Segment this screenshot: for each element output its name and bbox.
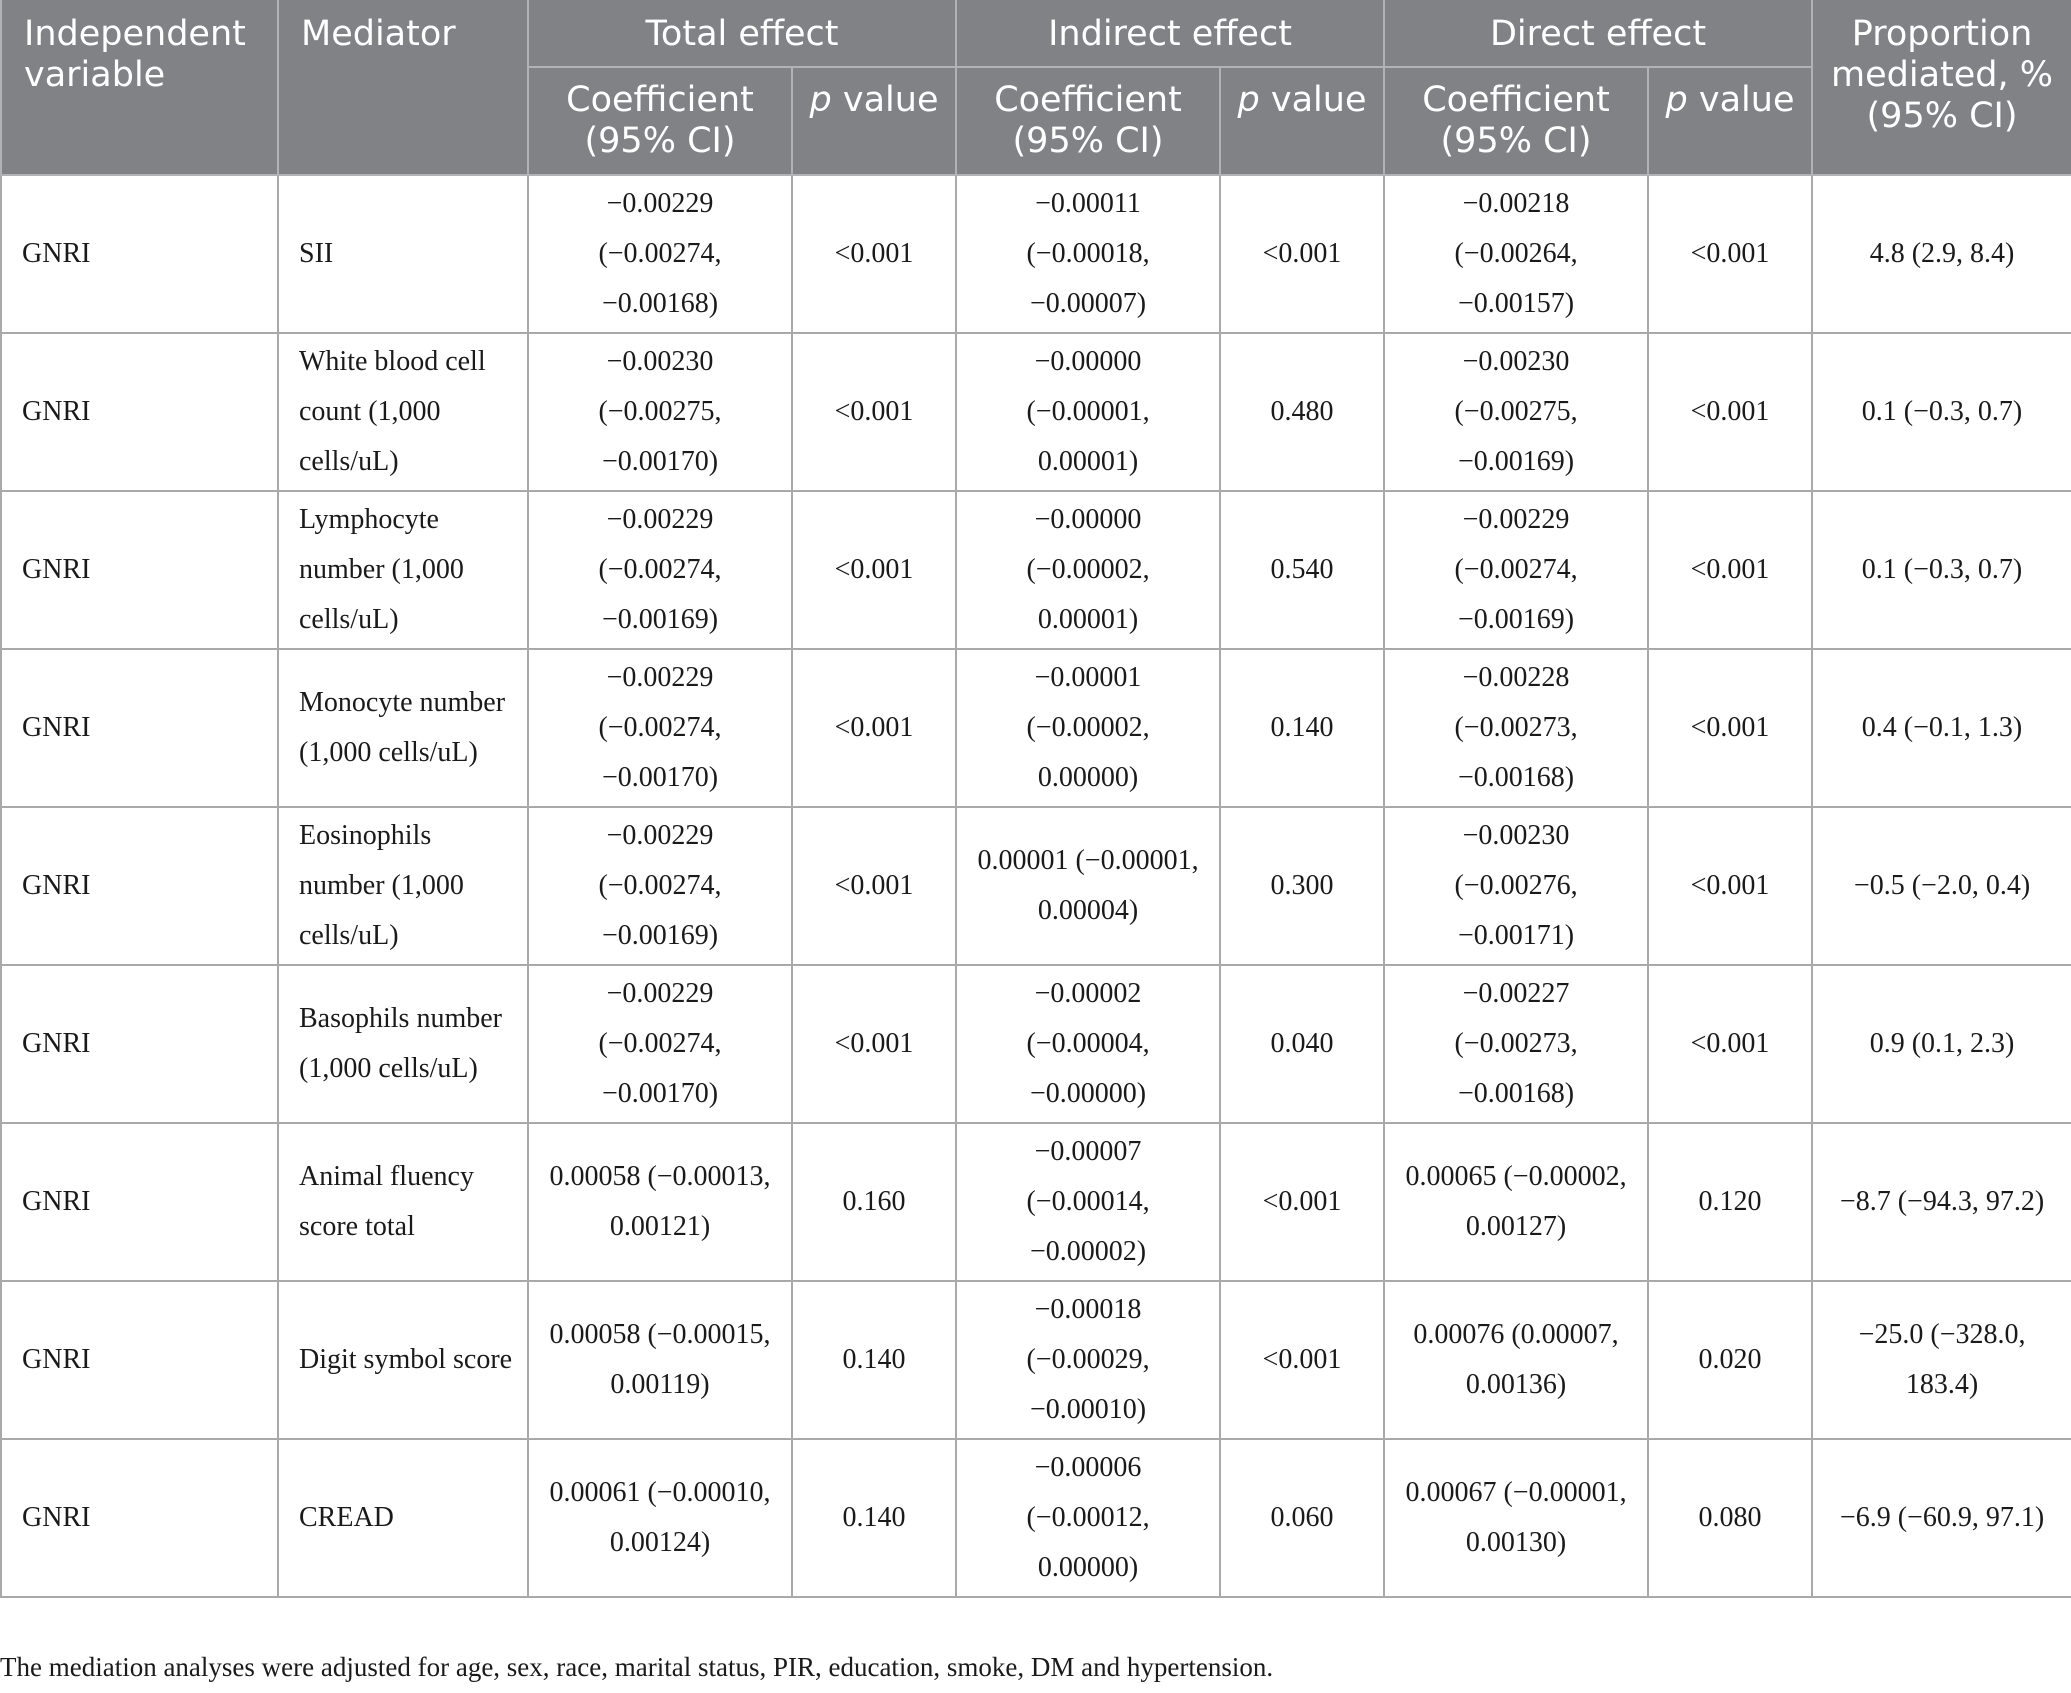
cell-independent-variable: GNRI: [1, 491, 278, 649]
cell-direct-coefficient: −0.00230 (−0.00276, −0.00171): [1384, 807, 1648, 965]
cell-total-p: <0.001: [792, 649, 956, 807]
cell-total-p: <0.001: [792, 175, 956, 333]
cell-indirect-p: 0.060: [1220, 1439, 1384, 1597]
table-row: [1, 333, 2071, 491]
cell-indirect-coefficient: −0.00007 (−0.00014, −0.00002): [956, 1123, 1220, 1281]
table-body: [1, 175, 2071, 1597]
cell-mediator: CREAD: [278, 1439, 528, 1597]
cell-direct-p: 0.120: [1648, 1123, 1812, 1281]
table-row: [1, 649, 2071, 807]
table-header: [1, 0, 2071, 175]
cell-proportion-mediated: 0.9 (0.1, 2.3): [1812, 965, 2071, 1123]
cell-total-coefficient: −0.00229 (−0.00274, −0.00168): [528, 175, 792, 333]
cell-mediator: Digit symbol score: [278, 1281, 528, 1439]
cell-total-coefficient: 0.00061 (−0.00010, 0.00124): [528, 1439, 792, 1597]
cell-direct-coefficient: −0.00218 (−0.00264, −0.00157): [1384, 175, 1648, 333]
cell-direct-coefficient: 0.00065 (−0.00002, 0.00127): [1384, 1123, 1648, 1281]
header-indirect-effect: Indirect effect: [956, 0, 1384, 67]
cell-total-coefficient: −0.00229 (−0.00274, −0.00169): [528, 807, 792, 965]
cell-independent-variable: GNRI: [1, 175, 278, 333]
p-italic: p: [1665, 80, 1688, 120]
cell-indirect-p: 0.040: [1220, 965, 1384, 1123]
cell-indirect-p: 0.140: [1220, 649, 1384, 807]
table-row: [1, 1281, 2071, 1439]
cell-total-coefficient: 0.00058 (−0.00015, 0.00119): [528, 1281, 792, 1439]
header-direct-effect: Direct effect: [1384, 0, 1812, 67]
cell-total-p: <0.001: [792, 491, 956, 649]
cell-direct-p: <0.001: [1648, 175, 1812, 333]
cell-mediator: Lymphocyte number (1,000 cells/uL): [278, 491, 528, 649]
cell-independent-variable: GNRI: [1, 1123, 278, 1281]
cell-total-coefficient: −0.00230 (−0.00275, −0.00170): [528, 333, 792, 491]
cell-independent-variable: GNRI: [1, 649, 278, 807]
cell-proportion-mediated: 0.4 (−0.1, 1.3): [1812, 649, 2071, 807]
cell-indirect-p: <0.001: [1220, 1281, 1384, 1439]
p-value-suffix: value: [831, 80, 939, 120]
header-independent-variable: Independent variable: [1, 0, 278, 175]
cell-proportion-mediated: 0.1 (−0.3, 0.7): [1812, 333, 2071, 491]
cell-proportion-mediated: −8.7 (−94.3, 97.2): [1812, 1123, 2071, 1281]
cell-indirect-coefficient: −0.00002 (−0.00004, −0.00000): [956, 965, 1220, 1123]
cell-direct-p: <0.001: [1648, 333, 1812, 491]
cell-indirect-coefficient: −0.00006 (−0.00012, 0.00000): [956, 1439, 1220, 1597]
cell-mediator: Animal fluency score total: [278, 1123, 528, 1281]
cell-mediator: White blood cell count (1,000 cells/uL): [278, 333, 528, 491]
cell-indirect-coefficient: −0.00000 (−0.00002, 0.00001): [956, 491, 1220, 649]
cell-direct-coefficient: 0.00067 (−0.00001, 0.00130): [1384, 1439, 1648, 1597]
cell-proportion-mediated: −6.9 (−60.9, 97.1): [1812, 1439, 2071, 1597]
cell-indirect-p: <0.001: [1220, 175, 1384, 333]
header-direct-coefficient: Coefficient (95% CI): [1384, 67, 1648, 175]
cell-indirect-p: 0.540: [1220, 491, 1384, 649]
p-value-suffix: value: [1687, 80, 1795, 120]
cell-direct-coefficient: 0.00076 (0.00007, 0.00136): [1384, 1281, 1648, 1439]
cell-total-p: 0.160: [792, 1123, 956, 1281]
header-total-effect: Total effect: [528, 0, 956, 67]
cell-total-p: <0.001: [792, 333, 956, 491]
table-row: [1, 1123, 2071, 1281]
cell-independent-variable: GNRI: [1, 965, 278, 1123]
cell-proportion-mediated: 0.1 (−0.3, 0.7): [1812, 491, 2071, 649]
header-proportion-mediated: Proportion mediated, % (95% CI): [1812, 0, 2071, 175]
cell-direct-coefficient: −0.00229 (−0.00274, −0.00169): [1384, 491, 1648, 649]
cell-direct-coefficient: −0.00230 (−0.00275, −0.00169): [1384, 333, 1648, 491]
header-total-p-value: [792, 67, 956, 175]
header-mediator: Mediator: [278, 0, 528, 175]
table-row: [1, 807, 2071, 965]
table-row: [1, 491, 2071, 649]
cell-total-coefficient: −0.00229 (−0.00274, −0.00169): [528, 491, 792, 649]
cell-mediator: Eosinophils number (1,000 cells/uL): [278, 807, 528, 965]
table-footnote: The mediation analyses were adjusted for age, sex, race, marital status, PIR, education, smoke, DM and hypertension.: [0, 1652, 1274, 1682]
cell-direct-p: <0.001: [1648, 965, 1812, 1123]
cell-direct-p: <0.001: [1648, 649, 1812, 807]
cell-mediator: Basophils number (1,000 cells/uL): [278, 965, 528, 1123]
p-italic: p: [809, 80, 832, 120]
header-total-coefficient: Coefficient (95% CI): [528, 67, 792, 175]
cell-direct-p: <0.001: [1648, 491, 1812, 649]
header-indirect-p-value: [1220, 67, 1384, 175]
cell-independent-variable: GNRI: [1, 1281, 278, 1439]
cell-direct-p: <0.001: [1648, 807, 1812, 965]
cell-total-p: <0.001: [792, 807, 956, 965]
cell-indirect-coefficient: 0.00001 (−0.00001, 0.00004): [956, 807, 1220, 965]
cell-independent-variable: GNRI: [1, 333, 278, 491]
cell-independent-variable: GNRI: [1, 1439, 278, 1597]
cell-total-coefficient: −0.00229 (−0.00274, −0.00170): [528, 965, 792, 1123]
p-italic: p: [1237, 80, 1260, 120]
table-row: [1, 1439, 2071, 1597]
p-value-suffix: value: [1259, 80, 1367, 120]
cell-direct-coefficient: −0.00227 (−0.00273, −0.00168): [1384, 965, 1648, 1123]
cell-total-p: <0.001: [792, 965, 956, 1123]
cell-indirect-coefficient: −0.00011 (−0.00018, −0.00007): [956, 175, 1220, 333]
table-row: [1, 965, 2071, 1123]
header-row-1: [1, 0, 2071, 67]
cell-indirect-p: 0.300: [1220, 807, 1384, 965]
cell-indirect-coefficient: −0.00018 (−0.00029, −0.00010): [956, 1281, 1220, 1439]
cell-indirect-coefficient: −0.00000 (−0.00001, 0.00001): [956, 333, 1220, 491]
cell-total-coefficient: 0.00058 (−0.00013, 0.00121): [528, 1123, 792, 1281]
cell-direct-coefficient: −0.00228 (−0.00273, −0.00168): [1384, 649, 1648, 807]
cell-indirect-coefficient: −0.00001 (−0.00002, 0.00000): [956, 649, 1220, 807]
cell-independent-variable: GNRI: [1, 807, 278, 965]
header-indirect-coefficient: Coefficient (95% CI): [956, 67, 1220, 175]
cell-mediator: Monocyte number (1,000 cells/uL): [278, 649, 528, 807]
cell-mediator: SII: [278, 175, 528, 333]
cell-direct-p: 0.080: [1648, 1439, 1812, 1597]
cell-proportion-mediated: 4.8 (2.9, 8.4): [1812, 175, 2071, 333]
cell-total-coefficient: −0.00229 (−0.00274, −0.00170): [528, 649, 792, 807]
cell-proportion-mediated: −0.5 (−2.0, 0.4): [1812, 807, 2071, 965]
cell-proportion-mediated: −25.0 (−328.0, 183.4): [1812, 1281, 2071, 1439]
cell-total-p: 0.140: [792, 1281, 956, 1439]
table-row: [1, 175, 2071, 333]
cell-direct-p: 0.020: [1648, 1281, 1812, 1439]
cell-indirect-p: 0.480: [1220, 333, 1384, 491]
cell-indirect-p: <0.001: [1220, 1123, 1384, 1281]
header-direct-p-value: [1648, 67, 1812, 175]
cell-total-p: 0.140: [792, 1439, 956, 1597]
